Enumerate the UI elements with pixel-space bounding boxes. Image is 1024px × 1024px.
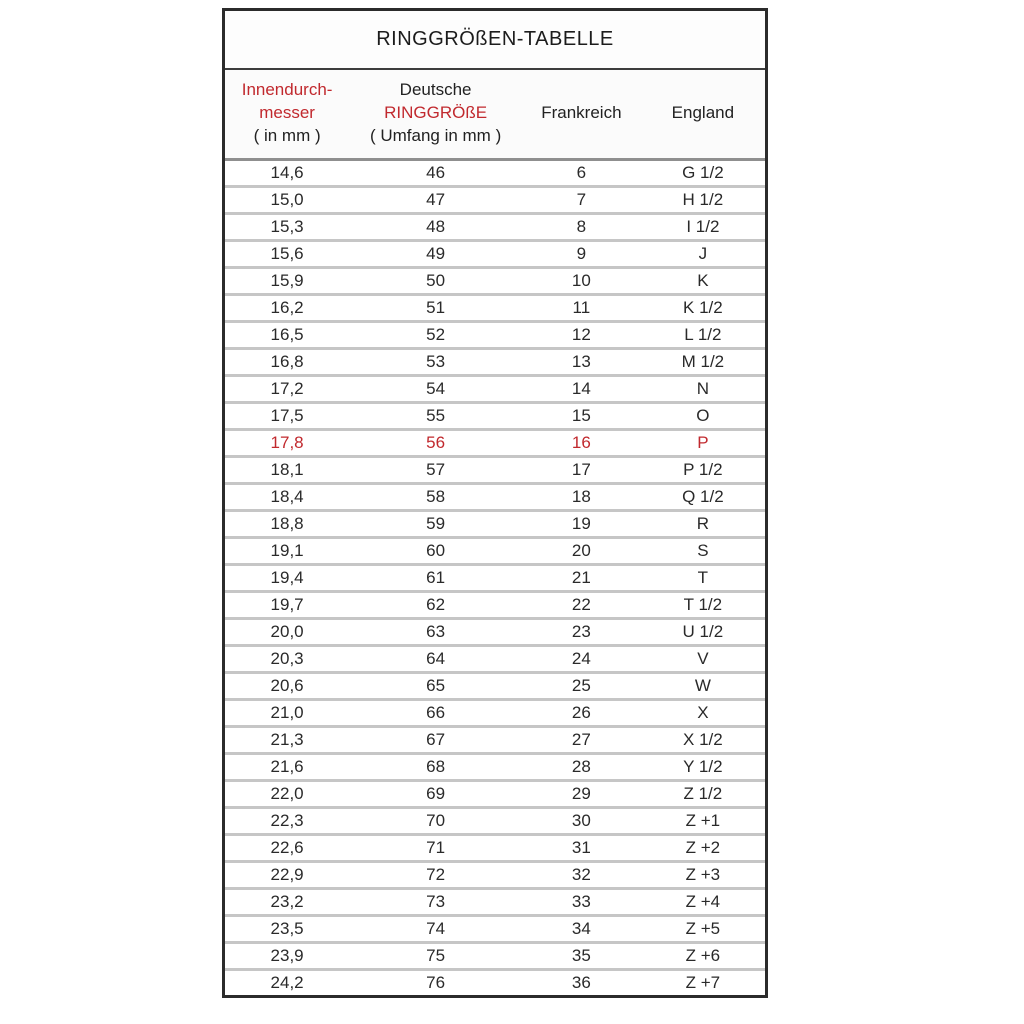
table-cell: 36: [571, 972, 591, 992]
table-cell: 22,0: [270, 783, 304, 803]
table-cell: 17,8: [270, 432, 304, 452]
table-cell: 23: [571, 621, 591, 641]
table-row: [225, 887, 765, 914]
table-cell: 20: [571, 540, 591, 560]
table-row: [225, 860, 765, 887]
table-cell: 31: [571, 837, 591, 857]
table-body: [225, 161, 765, 995]
table-cell: 52: [426, 324, 446, 344]
table-row: [225, 590, 765, 617]
table-cell: 51: [426, 297, 446, 317]
table-cell: Z +6: [685, 945, 721, 965]
table-cell: 18,4: [270, 486, 304, 506]
table-cell: N: [696, 378, 710, 398]
table-cell: 19,1: [270, 540, 304, 560]
table-cell: 21: [571, 567, 591, 587]
table-cell: 25: [571, 675, 591, 695]
table-row: [225, 161, 765, 185]
table-cell: 60: [426, 540, 446, 560]
table-cell: 23,5: [270, 918, 304, 938]
table-cell: 15: [571, 405, 591, 425]
table-cell: 66: [426, 702, 446, 722]
table-row: [225, 671, 765, 698]
table-cell: 49: [426, 243, 446, 263]
table-cell: 14,6: [270, 162, 304, 182]
table-cell: 57: [426, 459, 446, 479]
table-row: [225, 293, 765, 320]
table-cell: X: [697, 702, 709, 722]
table-row: [225, 806, 765, 833]
table-row: [225, 752, 765, 779]
table-cell: 15,3: [270, 216, 304, 236]
table-title: RINGGRÖßEN-TABELLE: [225, 11, 765, 70]
table-cell: 21,6: [270, 756, 304, 776]
table-cell: 55: [426, 405, 446, 425]
table-row: [225, 644, 765, 671]
header-england: England: [671, 102, 735, 122]
table-cell: 61: [426, 567, 446, 587]
table-cell: G 1/2: [682, 162, 724, 182]
table-row: [225, 239, 765, 266]
table-cell: 19: [571, 513, 591, 533]
table-cell: 74: [426, 918, 446, 938]
header-inner-diameter-line1: Innendurch-: [241, 80, 333, 99]
table-cell: 14: [571, 378, 591, 398]
table-cell: 48: [426, 216, 446, 236]
table-row: [225, 455, 765, 482]
table-row: [225, 536, 765, 563]
table-row: [225, 914, 765, 941]
table-cell: Z +1: [685, 810, 721, 830]
table-row: [225, 725, 765, 752]
table-cell: 11: [572, 297, 591, 317]
header-german-size: [349, 79, 522, 148]
table-row: [225, 212, 765, 239]
table-cell: 69: [426, 783, 446, 803]
table-cell: 20,0: [270, 621, 304, 641]
table-cell: 68: [426, 756, 446, 776]
table-cell: 16,5: [270, 324, 304, 344]
table-cell: 15,0: [270, 189, 304, 209]
table-cell: S: [697, 540, 709, 560]
header-inner-diameter: [225, 79, 349, 148]
table-cell: O: [696, 405, 710, 425]
table-cell: 19,7: [270, 594, 304, 614]
table-cell: 13: [571, 351, 591, 371]
table-cell: Z +3: [685, 864, 721, 884]
table-row: [225, 320, 765, 347]
table-row: [225, 266, 765, 293]
table-cell: 22: [571, 594, 591, 614]
table-cell: 71: [426, 837, 446, 857]
table-cell: 29: [571, 783, 591, 803]
table-cell: 9: [576, 243, 587, 263]
table-cell: 23,9: [270, 945, 304, 965]
table-cell: 21,3: [270, 729, 304, 749]
table-cell: 27: [571, 729, 591, 749]
table-row: [225, 941, 765, 968]
table-cell: 22,3: [270, 810, 304, 830]
header-german-size-line1: Deutsche: [399, 80, 472, 99]
table-cell: 47: [426, 189, 446, 209]
table-cell: 18,1: [270, 459, 304, 479]
table-cell: 72: [426, 864, 446, 884]
table-header-row: [225, 70, 765, 161]
table-cell: Z +2: [685, 837, 721, 857]
table-cell: 8: [576, 216, 587, 236]
table-cell: 65: [426, 675, 446, 695]
table-cell: H 1/2: [682, 189, 724, 209]
table-cell: U 1/2: [682, 621, 724, 641]
table-row: [225, 563, 765, 590]
table-row: [225, 482, 765, 509]
table-cell: Y 1/2: [683, 756, 723, 776]
table-row: [225, 428, 765, 455]
table-cell: 17,5: [270, 405, 304, 425]
table-cell: 17: [571, 459, 591, 479]
table-cell: 50: [426, 270, 446, 290]
table-cell: P: [697, 432, 709, 452]
table-cell: T: [697, 567, 709, 587]
table-row: [225, 968, 765, 995]
table-cell: 21,0: [270, 702, 304, 722]
table-cell: Z 1/2: [683, 783, 723, 803]
table-cell: 73: [426, 891, 446, 911]
table-row: [225, 617, 765, 644]
table-cell: 59: [426, 513, 446, 533]
table-cell: 70: [426, 810, 446, 830]
table-cell: 10: [571, 270, 591, 290]
table-cell: X 1/2: [683, 729, 723, 749]
table-cell: 16,2: [270, 297, 304, 317]
table-cell: 75: [426, 945, 446, 965]
table-cell: Z +5: [685, 918, 721, 938]
table-cell: 56: [426, 432, 446, 452]
table-cell: R: [696, 513, 710, 533]
table-cell: 67: [426, 729, 446, 749]
table-cell: Q 1/2: [682, 486, 724, 506]
table-cell: L 1/2: [684, 324, 722, 344]
table-row: [225, 185, 765, 212]
table-row: [225, 779, 765, 806]
header-inner-diameter-line2: messer: [259, 102, 315, 122]
table-cell: 28: [571, 756, 591, 776]
table-row: [225, 347, 765, 374]
table-cell: J: [698, 243, 708, 263]
table-cell: 26: [571, 702, 591, 722]
header-german-size-line3: ( Umfang in mm ): [369, 125, 502, 145]
table-cell: 30: [571, 810, 591, 830]
ring-size-table: [222, 8, 768, 998]
table-cell: 35: [571, 945, 591, 965]
table-cell: 54: [426, 378, 446, 398]
table-row: [225, 509, 765, 536]
table-cell: V: [697, 648, 709, 668]
table-cell: 76: [426, 972, 446, 992]
table-cell: 23,2: [270, 891, 304, 911]
table-cell: 19,4: [270, 567, 304, 587]
table-cell: T 1/2: [683, 594, 723, 614]
table-cell: 22,9: [270, 864, 304, 884]
table-cell: 53: [426, 351, 446, 371]
table-cell: W: [694, 675, 711, 695]
table-cell: K: [697, 270, 709, 290]
table-cell: 64: [426, 648, 446, 668]
table-cell: 33: [571, 891, 591, 911]
table-cell: Z +7: [685, 972, 721, 992]
table-cell: 17,2: [270, 378, 304, 398]
table-row: [225, 374, 765, 401]
table-cell: 20,6: [270, 675, 304, 695]
table-cell: 12: [571, 324, 591, 344]
table-cell: K 1/2: [683, 297, 723, 317]
table-cell: 62: [426, 594, 446, 614]
header-inner-diameter-line3: ( in mm ): [253, 125, 321, 145]
table-cell: I 1/2: [686, 216, 720, 236]
table-cell: 15,9: [270, 270, 304, 290]
table-cell: Z +4: [685, 891, 721, 911]
table-cell: 22,6: [270, 837, 304, 857]
table-cell: 24: [571, 648, 591, 668]
table-cell: M 1/2: [681, 351, 725, 371]
table-cell: 15,6: [270, 243, 304, 263]
table-cell: 46: [426, 162, 446, 182]
table-row: [225, 401, 765, 428]
table-cell: 6: [576, 162, 587, 182]
table-cell: 63: [426, 621, 446, 641]
table-cell: 16: [571, 432, 591, 452]
table-cell: 16,8: [270, 351, 304, 371]
table-cell: 58: [426, 486, 446, 506]
header-france: Frankreich: [541, 102, 622, 122]
table-cell: 7: [576, 189, 587, 209]
header-german-size-line2: RINGGRÖßE: [384, 102, 488, 122]
table-cell: P 1/2: [683, 459, 723, 479]
table-cell: 18: [571, 486, 591, 506]
table-row: [225, 698, 765, 725]
table-cell: 24,2: [270, 972, 304, 992]
table-cell: 18,8: [270, 513, 304, 533]
table-cell: 32: [571, 864, 591, 884]
table-row: [225, 833, 765, 860]
table-cell: 34: [571, 918, 591, 938]
table-cell: 20,3: [270, 648, 304, 668]
